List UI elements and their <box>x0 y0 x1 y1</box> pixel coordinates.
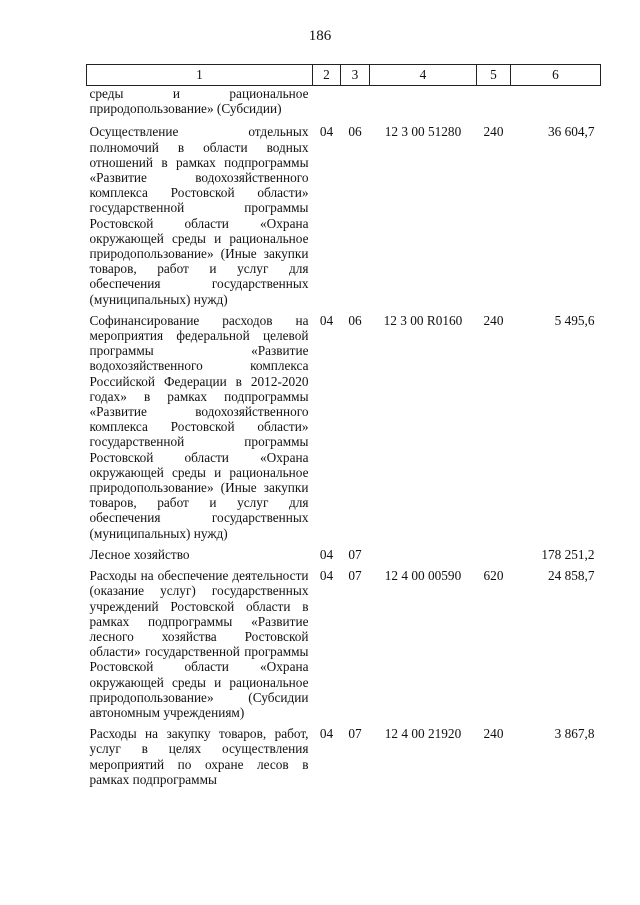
row-expense-type: 240 <box>483 124 504 140</box>
column-header-6: 6 <box>511 65 601 86</box>
table-row <box>87 124 601 312</box>
row-description: Осуществление отдельных полномочий в области водных отношений в рамках подпрограммы «Развитие водохозяйственного комплекса Ростовской области» государственной программы Ростовской области «Охрана окружающей среды и рациональное природопользование» (Иные закупки товаров, работ и услуг для обеспечения государственных (муниципальных) нужд) <box>89 124 309 307</box>
row-subsection: 07 <box>348 726 362 742</box>
budget-table <box>86 64 601 793</box>
column-header-1: 1 <box>87 65 313 86</box>
table-row <box>87 86 601 125</box>
row-target-code <box>370 86 477 125</box>
row-subsection: 06 <box>348 124 362 140</box>
row-target-code: 12 4 00 00590 <box>384 568 462 584</box>
row-expense-type <box>477 547 511 568</box>
row-description: среды и рациональное природопользование» (Субсидии) <box>89 86 309 117</box>
table-row <box>87 313 601 547</box>
row-subsection: 07 <box>348 546 362 562</box>
table-row <box>87 726 601 793</box>
table-header-row <box>87 65 601 86</box>
column-header-2: 2 <box>313 65 341 86</box>
row-description: Расходы на обеспечение деятельности (оказание услуг) государственных учреждений Ростовской области в рамках подпрограммы «Развитие лесного хозяйства Ростовской области» государственной программы Ростовской области «Охрана окружающей среды и рациональное природопользование» (Субсидии автономным учреждениям) <box>89 568 309 720</box>
row-target-code: 12 4 00 21920 <box>384 726 462 742</box>
column-header-3: 3 <box>341 65 370 86</box>
column-header-5: 5 <box>477 65 511 86</box>
row-amount: 178 251,2 <box>541 546 595 562</box>
row-target-code: 12 3 00 R0160 <box>383 312 463 328</box>
row-description: Расходы на закупку товаров, работ, услуг в целях осуществления мероприятий по охране лесов в рамках подпрограммы <box>89 726 309 787</box>
row-target-code <box>370 547 477 568</box>
row-subsection: 07 <box>348 568 362 584</box>
page-number: 186 <box>308 28 332 44</box>
row-section: 04 <box>319 312 334 328</box>
row-amount: 36 604,7 <box>547 124 595 140</box>
row-amount: 5 495,6 <box>554 312 595 328</box>
row-amount: 24 858,7 <box>547 568 595 584</box>
row-description: Лесное хозяйство <box>89 546 190 562</box>
row-expense-type <box>477 86 511 125</box>
table-row <box>87 568 601 726</box>
row-amount: 3 867,8 <box>554 726 595 742</box>
row-expense-type: 240 <box>483 312 504 328</box>
row-section: 04 <box>319 726 334 742</box>
row-description: Софинансирование расходов на мероприятия федеральной целевой программы «Развитие водохозяйственного комплекса Российской Федерации в 2012-2020 годах» в рамках подпрограммы «Развитие водохозяйственного комплекса Ростовской области» государственной программы Ростовской области «Охрана окружающей среды и рациональное природопользование» (Иные закупки товаров, работ и услуг для обеспечения государственных (муниципальных) нужд) <box>89 312 309 541</box>
row-section: 04 <box>319 568 334 584</box>
table-row <box>87 547 601 568</box>
row-section: 04 <box>319 546 334 562</box>
row-subsection <box>341 86 370 125</box>
column-header-4: 4 <box>370 65 477 86</box>
row-section: 04 <box>319 124 334 140</box>
row-target-code: 12 3 00 51280 <box>384 124 462 140</box>
row-expense-type: 240 <box>483 726 504 742</box>
row-expense-type: 620 <box>483 568 504 584</box>
row-amount <box>511 86 601 125</box>
row-subsection: 06 <box>348 312 362 328</box>
row-section <box>313 86 341 125</box>
